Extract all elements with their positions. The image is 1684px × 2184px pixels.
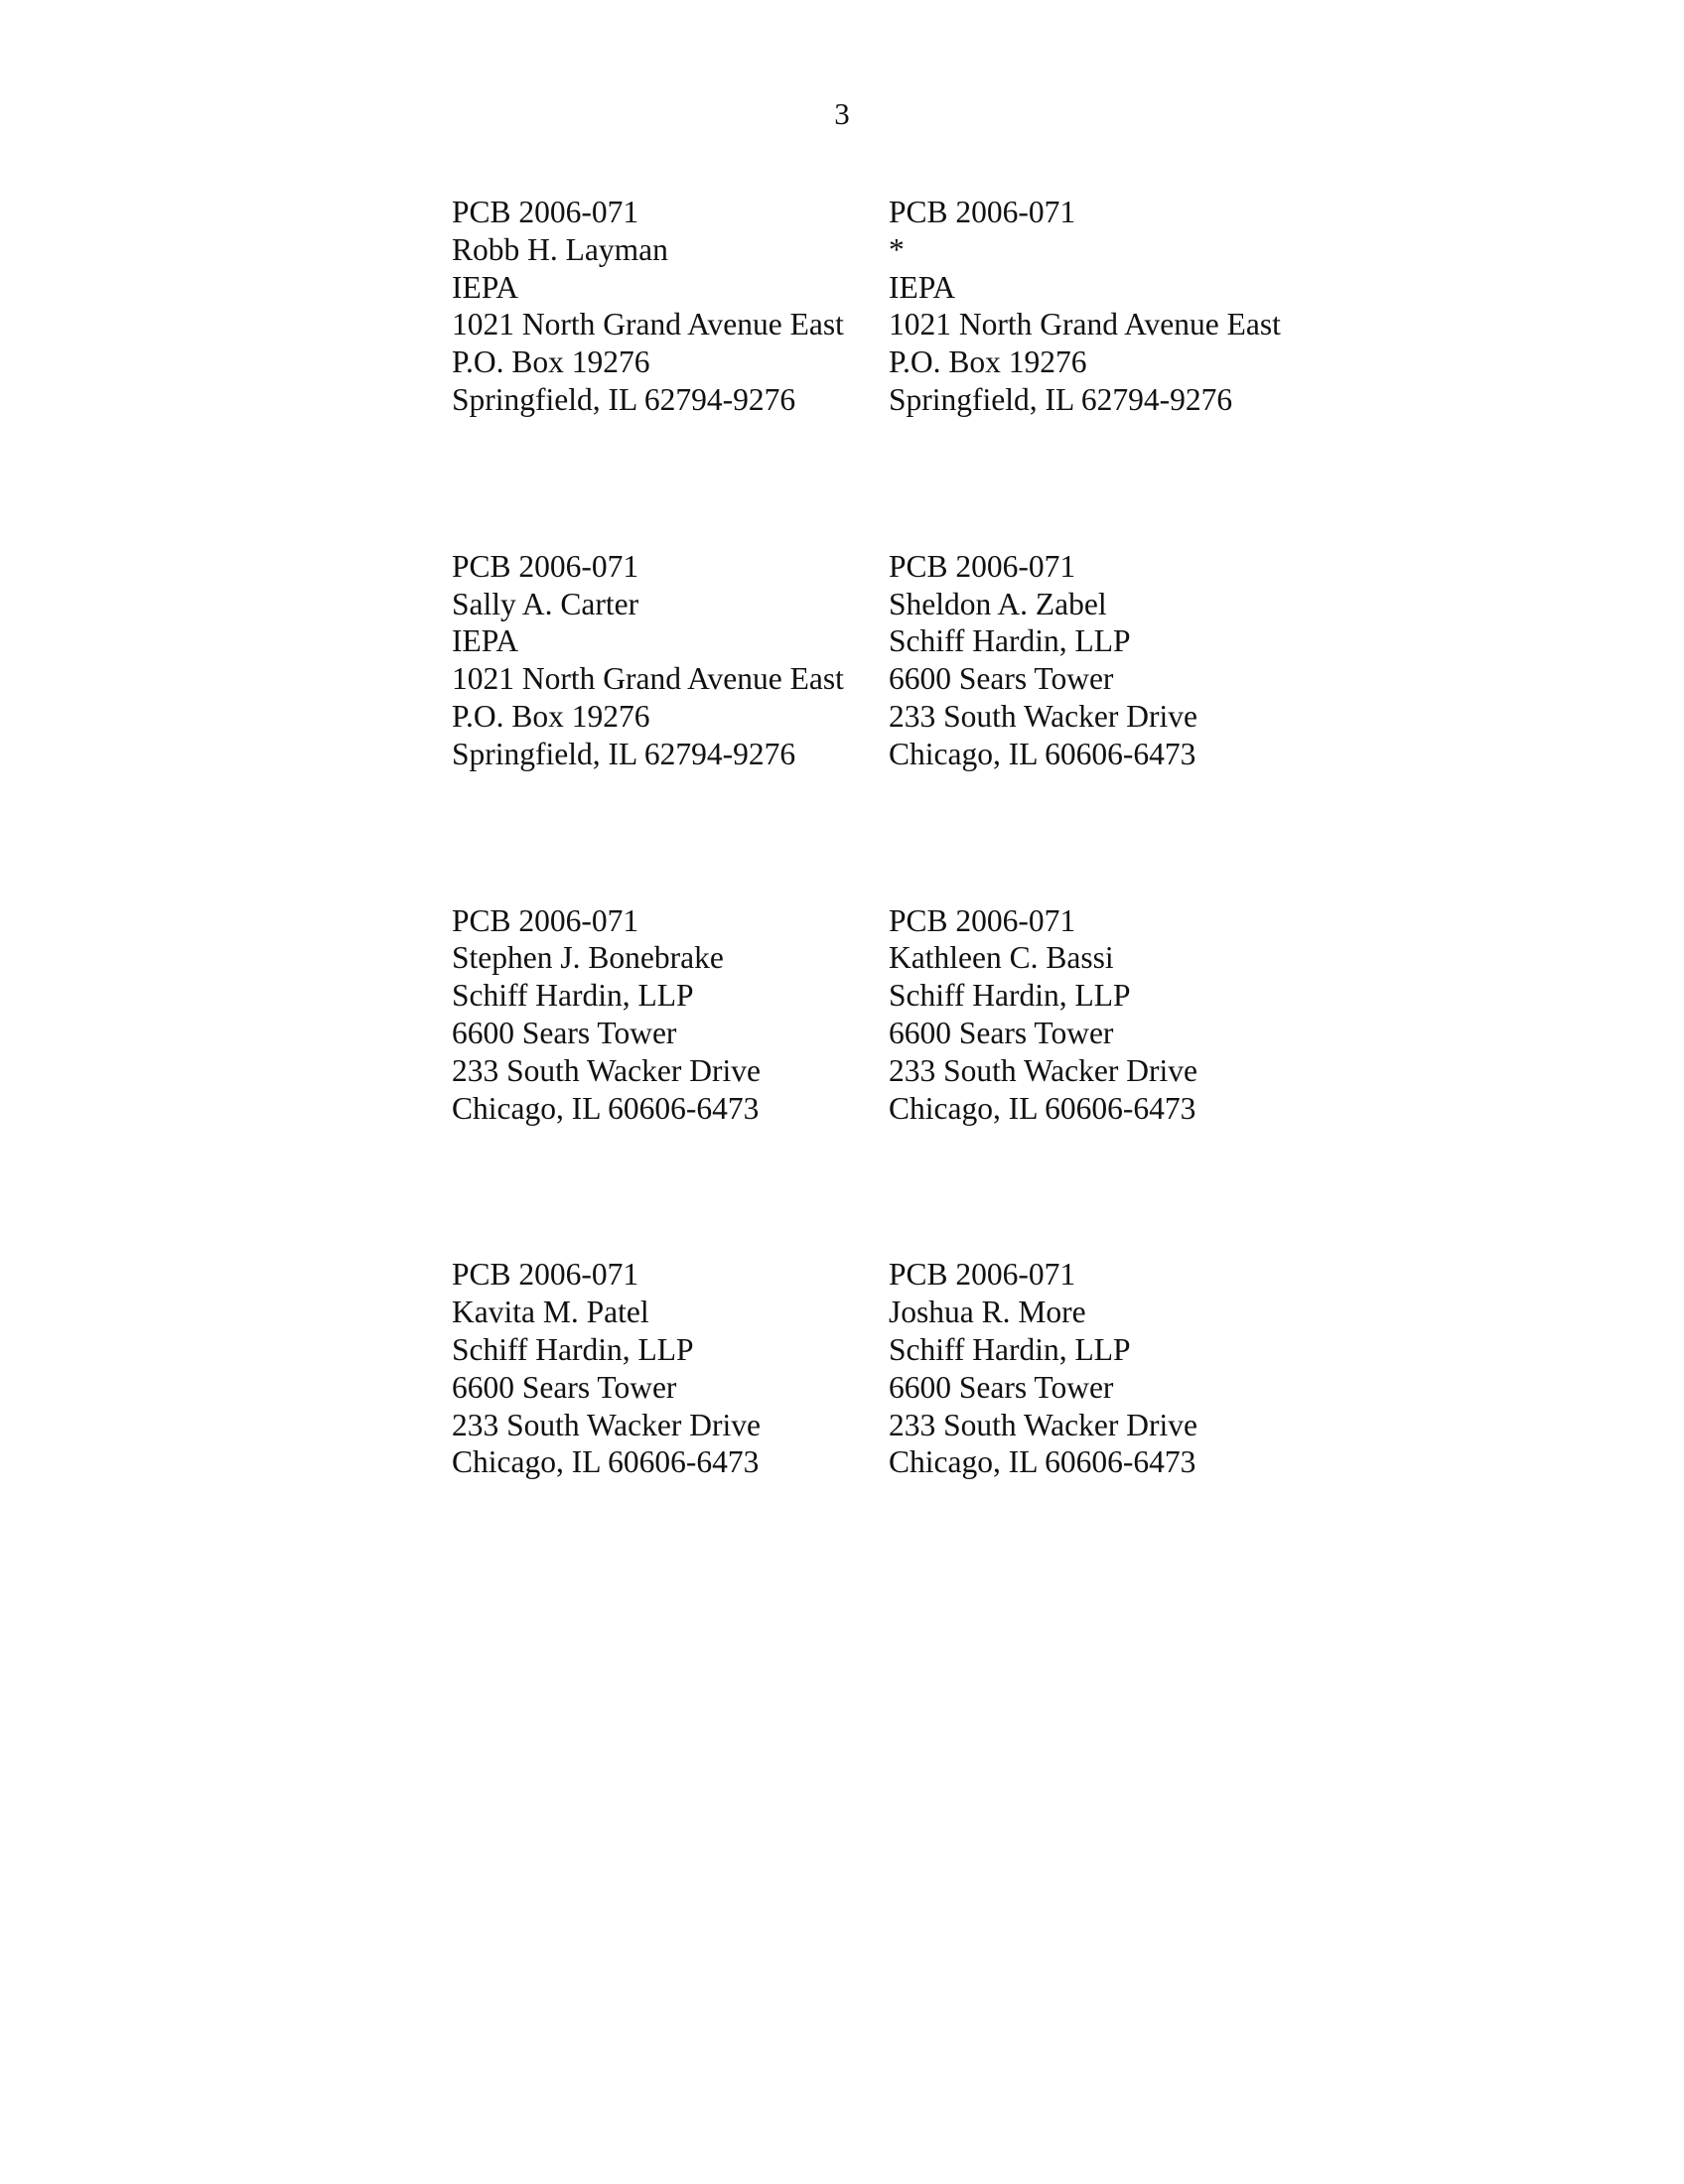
- organization: Schiff Hardin, LLP: [452, 1331, 694, 1367]
- recipient-name: Robb H. Layman: [452, 231, 668, 267]
- city-state-zip: Springfield, IL 62794-9276: [452, 736, 796, 771]
- organization: Schiff Hardin, LLP: [889, 978, 1131, 1014]
- recipient-name: Joshua R. More: [889, 1295, 1086, 1330]
- city-state-zip: Chicago, IL 60606-6473: [889, 1090, 1196, 1126]
- recipient-name: Kavita M. Patel: [452, 1295, 649, 1330]
- address-block-sally-carter: [452, 548, 889, 773]
- street-address: 6600 Sears Tower: [889, 661, 1114, 697]
- street-address: 6600 Sears Tower: [452, 1369, 677, 1405]
- recipient-name: Stephen J. Bonebrake: [452, 940, 724, 976]
- street-address-2: P.O. Box 19276: [452, 344, 650, 380]
- recipient-name: Sheldon A. Zabel: [889, 586, 1107, 621]
- organization: Schiff Hardin, LLP: [889, 1331, 1131, 1367]
- street-address: 6600 Sears Tower: [889, 1369, 1114, 1405]
- city-state-zip: Chicago, IL 60606-6473: [889, 1444, 1196, 1480]
- street-address-2: 233 South Wacker Drive: [452, 1052, 761, 1088]
- organization: IEPA: [889, 269, 956, 305]
- address-block-stephen-bonebrake: [452, 902, 889, 1128]
- city-state-zip: Chicago, IL 60606-6473: [452, 1444, 760, 1480]
- recipient-name: Sally A. Carter: [452, 586, 639, 621]
- street-address-2: 233 South Wacker Drive: [889, 1052, 1197, 1088]
- city-state-zip: Springfield, IL 62794-9276: [452, 381, 796, 417]
- address-block-sheldon-zabel: [889, 548, 1326, 773]
- recipient-name: Kathleen C. Bassi: [889, 940, 1114, 976]
- address-block-kavita-patel: [452, 1256, 889, 1481]
- case-number: PCB 2006-071: [889, 195, 1076, 229]
- case-number: PCB 2006-071: [452, 902, 639, 938]
- street-address-2: 233 South Wacker Drive: [452, 1407, 761, 1442]
- case-number: PCB 2006-071: [452, 1257, 639, 1293]
- street-address: 1021 North Grand Avenue East: [452, 307, 844, 342]
- address-block-kathleen-bassi: [889, 902, 1326, 1128]
- street-address: 1021 North Grand Avenue East: [452, 661, 844, 697]
- case-number: PCB 2006-071: [452, 548, 639, 584]
- organization: IEPA: [452, 623, 519, 659]
- street-address-2: P.O. Box 19276: [889, 344, 1087, 380]
- street-address-2: 233 South Wacker Drive: [889, 1407, 1197, 1442]
- street-address: 6600 Sears Tower: [452, 1015, 677, 1050]
- case-number: PCB 2006-071: [889, 1257, 1076, 1293]
- city-state-zip: Springfield, IL 62794-9276: [889, 381, 1233, 417]
- street-address-2: 233 South Wacker Drive: [889, 698, 1197, 734]
- street-address: 1021 North Grand Avenue East: [889, 307, 1281, 342]
- page-number: 3: [834, 96, 850, 131]
- street-address: 6600 Sears Tower: [889, 1015, 1114, 1050]
- organization: Schiff Hardin, LLP: [452, 978, 694, 1014]
- street-address-2: P.O. Box 19276: [452, 698, 650, 734]
- organization: Schiff Hardin, LLP: [889, 623, 1131, 659]
- city-state-zip: Chicago, IL 60606-6473: [889, 736, 1196, 771]
- case-number: PCB 2006-071: [452, 195, 639, 229]
- address-block-joshua-more: [889, 1256, 1326, 1481]
- case-number: PCB 2006-071: [889, 902, 1076, 938]
- address-block-robb-layman: [452, 194, 889, 419]
- organization: IEPA: [452, 269, 519, 305]
- city-state-zip: Chicago, IL 60606-6473: [452, 1090, 760, 1126]
- service-list: [452, 194, 1345, 1481]
- address-block-unnamed: [889, 194, 1326, 419]
- case-number: PCB 2006-071: [889, 548, 1076, 584]
- recipient-name: *: [889, 231, 905, 267]
